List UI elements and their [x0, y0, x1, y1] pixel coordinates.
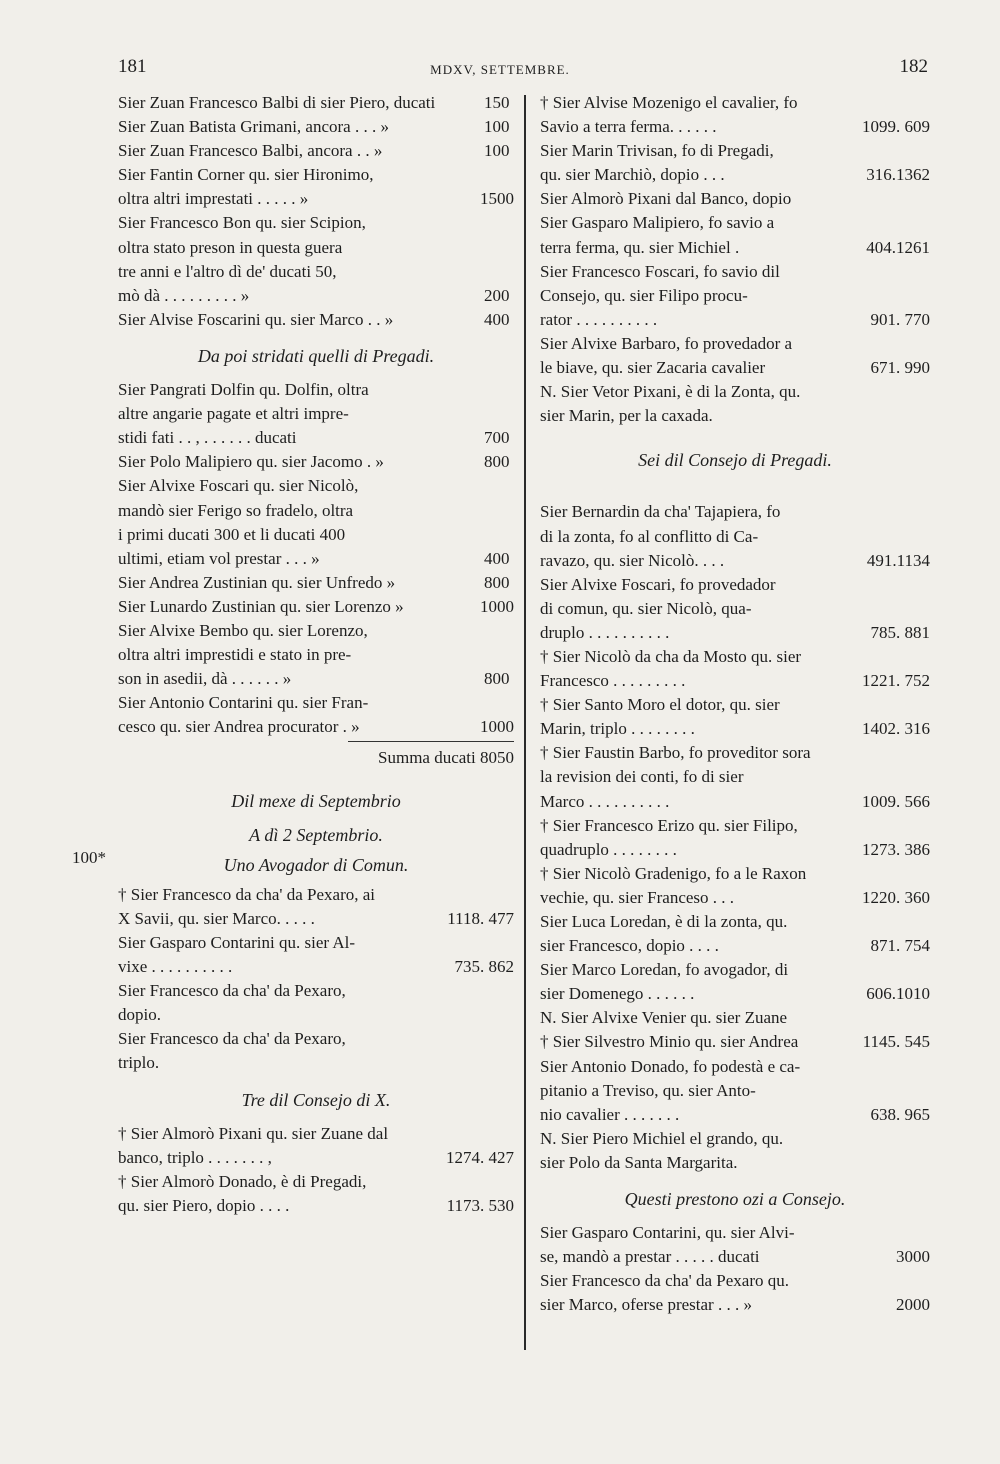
line-value — [508, 691, 514, 715]
line-text: di la zonta, fo al conflitto di Ca- — [540, 526, 759, 546]
line-value — [924, 910, 930, 934]
text-line — [540, 500, 930, 524]
line-text: Marco . . . . . . . . . . — [540, 791, 670, 811]
text-line — [118, 1194, 514, 1218]
line-value: 2000 — [896, 1295, 930, 1315]
text-line — [540, 621, 930, 645]
line-value — [924, 1269, 930, 1293]
line-text: triplo. — [118, 1053, 160, 1073]
line-text: cesco qu. sier Andrea procurator . » — [118, 717, 360, 737]
text-line — [540, 693, 930, 717]
line-value: 1173. 530 — [446, 1195, 514, 1215]
text-line — [118, 236, 514, 260]
line-value: 1273. 386 — [862, 839, 930, 859]
line-text: Sier Antonio Contarini qu. sier Fran- — [118, 693, 369, 713]
text-line — [118, 91, 514, 115]
text-line — [540, 211, 930, 235]
line-text: sier Francesco, dopio . . . . — [540, 936, 719, 956]
line-text: qu. sier Marchiò, dopio . . . — [540, 165, 725, 185]
text-line — [118, 378, 514, 402]
line-text: N. Sier Vetor Pixani, è di la Zonta, qu. — [540, 382, 801, 402]
line-value — [508, 619, 514, 643]
text-line — [540, 1151, 930, 1175]
line-text: Sier Alvixe Foscari, fo provedador — [540, 574, 776, 594]
text-line — [118, 691, 514, 715]
heading-sei-consejo: Sei dil Consejo di Pregadi. — [638, 450, 832, 471]
line-value: 491.1134 — [866, 550, 930, 570]
line-value: 1000 — [480, 596, 514, 616]
line-text: la revision dei conti, fo di sier — [540, 767, 744, 787]
text-line — [118, 499, 514, 523]
line-text: † Sier Nicolò Gradenigo, fo a le Raxon — [540, 863, 807, 883]
text-line — [540, 236, 930, 260]
line-text: Sier Luca Loredan, è di la zonta, qu. — [540, 912, 788, 931]
line-text: Sier Almorò Pixani dal Banco, dopio — [540, 189, 792, 209]
text-line — [540, 958, 930, 982]
heading-consejo-x: Tre dil Consejo di X. — [241, 1089, 391, 1110]
page-number-right: 182 — [899, 56, 928, 77]
line-value: 150 — [484, 93, 510, 112]
line-value: 606.1010 — [866, 984, 930, 1004]
text-line — [540, 1293, 930, 1317]
line-text: Sier Fantin Corner qu. sier Hironimo, — [118, 165, 374, 185]
text-line — [540, 1006, 930, 1030]
line-value: 1274. 427 — [446, 1147, 514, 1167]
line-text: † Sier Francesco da cha' da Pexaro, ai — [118, 884, 376, 904]
line-value: 100 — [484, 117, 510, 137]
text-line — [540, 814, 930, 838]
line-value: 1220. 360 — [862, 887, 930, 907]
line-value: 1118. 477 — [447, 908, 514, 928]
line-value: 800 — [484, 452, 510, 472]
line-value — [924, 1079, 930, 1103]
text-line — [540, 187, 930, 211]
text-line — [118, 211, 514, 235]
line-text: Sier Francesco da cha' da Pexaro, — [118, 981, 346, 1001]
line-text: qu. sier Piero, dopio . . . . — [118, 1195, 290, 1215]
line-text: altre angarie pagate et altri impre- — [118, 404, 349, 424]
line-text: quadruplo . . . . . . . . — [540, 839, 677, 859]
line-text: Sier Gasparo Contarini, qu. sier Alvi- — [540, 1223, 795, 1243]
line-text: stidi fati . . , . . . . . . ducati — [118, 428, 297, 448]
line-value — [924, 1221, 930, 1245]
line-value — [508, 378, 514, 402]
line-value — [924, 1055, 930, 1079]
line-value — [508, 211, 514, 235]
text-line — [540, 91, 930, 115]
line-text: Sier Zuan Batista Grimani, ancora . . . » — [118, 117, 389, 137]
line-text: di comun, qu. sier Nicolò, qua- — [540, 598, 752, 618]
line-text: Sier Alvise Foscarini qu. sier Marco . . » — [118, 309, 394, 329]
line-text: † Sier Alvise Mozenigo el cavalier, fo — [540, 93, 798, 112]
line-text: † Sier Silvestro Minio qu. sier Andrea — [540, 1032, 799, 1052]
line-value — [924, 332, 930, 356]
heading-prestono: Questi prestono ozi a Consejo. — [624, 1189, 846, 1210]
text-line — [118, 643, 514, 667]
line-value: 638. 965 — [870, 1104, 930, 1124]
text-line — [540, 934, 930, 958]
line-text: terra ferma, qu. sier Michiel . — [540, 237, 740, 257]
text-line — [118, 619, 514, 643]
text-line — [118, 187, 514, 211]
line-value — [924, 958, 930, 982]
line-value: 1009. 566 — [862, 791, 930, 811]
line-text: † Sier Faustin Barbo, fo proveditor sora — [540, 743, 811, 763]
text-line — [118, 115, 514, 139]
line-value — [924, 741, 930, 765]
line-text: banco, triplo . . . . . . . , — [118, 1147, 272, 1167]
text-line — [540, 1245, 930, 1269]
text-line — [540, 838, 930, 862]
line-value — [924, 1006, 930, 1030]
text-line — [118, 907, 514, 931]
line-value — [924, 525, 930, 549]
line-text: Francesco . . . . . . . . . — [540, 671, 686, 691]
line-value: 1099. 609 — [862, 117, 930, 137]
line-value — [508, 1122, 514, 1146]
line-text: Sier Polo Malipiero qu. sier Jacomo . » — [118, 452, 384, 472]
line-text: son in asedii, dà . . . . . . » — [118, 669, 292, 689]
text-line — [540, 115, 930, 139]
line-value: 901. 770 — [870, 309, 930, 329]
line-value — [924, 91, 930, 115]
text-line — [118, 474, 514, 498]
text-line — [540, 765, 930, 789]
text-line — [540, 260, 930, 284]
line-text: Sier Alvixe Foscari qu. sier Nicolò, — [118, 476, 359, 496]
line-value: 785. 881 — [870, 622, 930, 642]
line-text: Sier Antonio Donado, fo podestà e ca- — [540, 1056, 801, 1076]
line-text: i primi ducati 300 et li ducati 400 — [118, 524, 346, 544]
text-line — [540, 669, 930, 693]
line-value — [508, 1003, 514, 1027]
text-line — [540, 597, 930, 621]
text-line — [540, 332, 930, 356]
text-line — [118, 284, 514, 308]
text-line — [118, 426, 514, 450]
line-text: † Sier Francesco Erizo qu. sier Filipo, — [540, 815, 798, 835]
line-text: ultimi, etiam vol prestar . . . » — [118, 548, 320, 568]
text-line — [540, 717, 930, 741]
text-line — [118, 1003, 514, 1027]
line-text: Consejo, qu. sier Filipo procu- — [540, 285, 748, 305]
line-text: † Sier Almorò Pixani qu. sier Zuane dal — [118, 1123, 389, 1143]
line-value — [508, 260, 514, 284]
line-text: N. Sier Alvixe Venier qu. sier Zuane — [540, 1008, 788, 1028]
heading-stridati: Da poi stridati quelli di Pregadi. — [197, 345, 435, 366]
text-line — [540, 1269, 930, 1293]
line-value — [508, 643, 514, 667]
line-text: Sier Alvixe Barbaro, fo provedador a — [540, 333, 793, 353]
sum-line: Summa ducati 8050 — [348, 741, 514, 770]
heading-mexe: Dil mexe di Septembrio — [231, 790, 401, 811]
line-value: 1221. 752 — [862, 671, 930, 691]
text-line — [540, 308, 930, 332]
page-number-left: 181 — [118, 56, 147, 77]
line-text: pitanio a Treviso, qu. sier Anto- — [540, 1080, 756, 1100]
text-line — [118, 1027, 514, 1051]
line-value — [508, 163, 514, 187]
line-value — [924, 573, 930, 597]
line-value: 871. 754 — [870, 936, 930, 956]
line-value — [508, 979, 514, 1003]
text-line — [540, 790, 930, 814]
line-value — [924, 260, 930, 284]
line-text: se, mandò a prestar . . . . . ducati — [540, 1247, 760, 1267]
line-value — [508, 1027, 514, 1051]
line-text: Sier Alvixe Bembo qu. sier Lorenzo, — [118, 620, 368, 640]
text-line — [540, 886, 930, 910]
text-line — [540, 404, 930, 428]
line-value — [508, 883, 514, 907]
line-text: sier Marin, per la caxada. — [540, 406, 713, 426]
line-value: 735. 862 — [454, 957, 514, 977]
line-value — [508, 1051, 514, 1075]
line-value: 404.1261 — [866, 237, 930, 257]
text-line — [540, 741, 930, 765]
line-value: 800 — [484, 572, 510, 592]
text-line — [118, 667, 514, 691]
text-line — [118, 931, 514, 955]
line-value: 671. 990 — [870, 358, 930, 378]
line-value — [924, 1151, 930, 1175]
text-line — [540, 525, 930, 549]
line-value: 316.1362 — [866, 165, 930, 185]
line-text: sier Polo da Santa Margarita. — [540, 1152, 738, 1172]
text-line — [540, 982, 930, 1006]
line-value — [924, 1127, 930, 1151]
line-text: Sier Francesco Foscari, fo savio dil — [540, 261, 780, 281]
line-text: Marin, triplo . . . . . . . . — [540, 719, 695, 739]
line-text: Sier Marin Trivisan, fo di Pregadi, — [540, 141, 774, 161]
line-text: Sier Marco Loredan, fo avogador, di — [540, 960, 789, 980]
line-value — [924, 500, 930, 524]
line-text: tre anni e l'altro dì de' ducati 50, — [118, 261, 337, 281]
line-text: † Sier Nicolò da cha da Mosto qu. sier — [540, 646, 802, 666]
margin-note: 100* — [72, 848, 106, 867]
line-text: rator . . . . . . . . . . — [540, 309, 658, 329]
line-text: druplo . . . . . . . . . . — [540, 622, 670, 642]
line-value — [924, 814, 930, 838]
text-line — [118, 883, 514, 907]
text-line — [118, 163, 514, 187]
line-text: ravazo, qu. sier Nicolò. . . . — [540, 550, 725, 570]
line-text: nio cavalier . . . . . . . — [540, 1104, 680, 1124]
line-text: oltra stato preson in questa guera — [118, 237, 343, 257]
line-text: Sier Francesco Bon qu. sier Scipion, — [118, 213, 366, 233]
line-text: vechie, qu. sier Franceso . . . — [540, 887, 735, 907]
column-divider — [524, 95, 526, 1350]
line-value — [508, 499, 514, 523]
line-value: 800 — [484, 669, 510, 689]
line-text: dopio. — [118, 1005, 161, 1025]
line-value — [924, 693, 930, 717]
text-line — [118, 450, 514, 474]
line-value — [924, 187, 930, 211]
text-line — [540, 380, 930, 404]
text-line — [118, 595, 514, 619]
line-value: 1500 — [480, 189, 514, 209]
line-text: Sier Pangrati Dolfin qu. Dolfin, oltra — [118, 380, 369, 400]
running-title: MDXV, SETTEMBRE. — [430, 62, 570, 77]
line-value — [924, 404, 930, 428]
text-line — [118, 1146, 514, 1170]
text-line — [118, 260, 514, 284]
line-text: N. Sier Piero Michiel el grando, qu. — [540, 1128, 784, 1148]
text-line — [118, 955, 514, 979]
line-value: 1145. 545 — [862, 1032, 930, 1052]
line-value: 700 — [484, 428, 510, 448]
line-text: Sier Lunardo Zustinian qu. sier Lorenzo » — [118, 596, 404, 616]
line-text: vixe . . . . . . . . . . — [118, 957, 233, 977]
line-value — [924, 380, 930, 404]
text-line — [540, 163, 930, 187]
text-line — [118, 308, 514, 332]
line-text: Sier Bernardin da cha' Tajapiera, fo — [540, 502, 781, 522]
line-text: Sier Zuan Francesco Balbi di sier Piero, ducati — [118, 93, 436, 112]
text-line — [118, 1122, 514, 1146]
heading-avogador: Uno Avogador di Comun. — [223, 854, 409, 875]
line-text: mandò sier Ferigo so fradelo, oltra — [118, 500, 354, 520]
line-value: 1402. 316 — [862, 719, 930, 739]
line-value: 100 — [484, 141, 510, 161]
line-text: † Sier Santo Moro el dotor, qu. sier — [540, 695, 780, 715]
text-line — [540, 1079, 930, 1103]
line-value — [924, 139, 930, 163]
text-line — [540, 1127, 930, 1151]
text-line — [540, 910, 930, 934]
line-text: Savio a terra ferma. . . . . . — [540, 117, 717, 137]
left-column — [118, 91, 514, 1218]
text-line — [540, 573, 930, 597]
text-line — [540, 284, 930, 308]
line-value — [924, 645, 930, 669]
line-value: 1000 — [480, 717, 514, 737]
line-value: 400 — [484, 548, 510, 568]
line-value — [508, 523, 514, 547]
line-text: Sier Zuan Francesco Balbi, ancora . . » — [118, 141, 383, 161]
line-text: oltra altri imprestati . . . . . » — [118, 189, 309, 209]
line-text: oltra altri imprestidi e stato in pre- — [118, 645, 352, 665]
line-text: sier Domenego . . . . . . — [540, 984, 695, 1004]
text-line — [540, 645, 930, 669]
text-line — [118, 571, 514, 595]
text-line — [540, 1055, 930, 1079]
text-line — [118, 1170, 514, 1194]
text-line — [540, 1030, 930, 1054]
line-text: † Sier Almorò Donado, è di Pregadi, — [118, 1171, 367, 1191]
line-value — [924, 284, 930, 308]
line-value — [508, 236, 514, 260]
text-line — [540, 139, 930, 163]
line-value: 200 — [484, 285, 510, 305]
line-value — [508, 402, 514, 426]
text-line — [540, 862, 930, 886]
text-line — [118, 139, 514, 163]
line-text: Sier Francesco da cha' da Pexaro, — [118, 1029, 346, 1049]
line-text: le biave, qu. sier Zacaria cavalier — [540, 358, 766, 378]
line-value — [924, 597, 930, 621]
line-value — [508, 931, 514, 955]
line-value: 400 — [484, 309, 510, 329]
text-line — [540, 549, 930, 573]
line-value — [924, 211, 930, 235]
text-line — [118, 1051, 514, 1075]
text-line — [540, 1103, 930, 1127]
text-line — [540, 356, 930, 380]
line-text: Sier Gasparo Contarini qu. sier Al- — [118, 933, 356, 952]
text-line — [118, 715, 514, 739]
right-column — [540, 91, 930, 1318]
line-text: mò dà . . . . . . . . . » — [118, 285, 250, 305]
heading-date: A dì 2 Septembrio. — [249, 824, 383, 845]
text-line — [540, 1221, 930, 1245]
text-line — [118, 979, 514, 1003]
line-text: sier Marco, oferse prestar . . . » — [540, 1295, 752, 1315]
line-text: X Savii, qu. sier Marco. . . . . — [118, 908, 315, 928]
text-line — [118, 523, 514, 547]
text-line — [118, 402, 514, 426]
line-value — [924, 862, 930, 886]
line-text: Sier Gasparo Malipiero, fo savio a — [540, 213, 775, 233]
line-value — [508, 1170, 514, 1194]
line-value — [508, 474, 514, 498]
line-value: 3000 — [896, 1247, 930, 1267]
line-text: Sier Andrea Zustinian qu. sier Unfredo » — [118, 572, 396, 592]
text-line — [118, 547, 514, 571]
line-text: Sier Francesco da cha' da Pexaro qu. — [540, 1271, 789, 1291]
line-value — [924, 765, 930, 789]
